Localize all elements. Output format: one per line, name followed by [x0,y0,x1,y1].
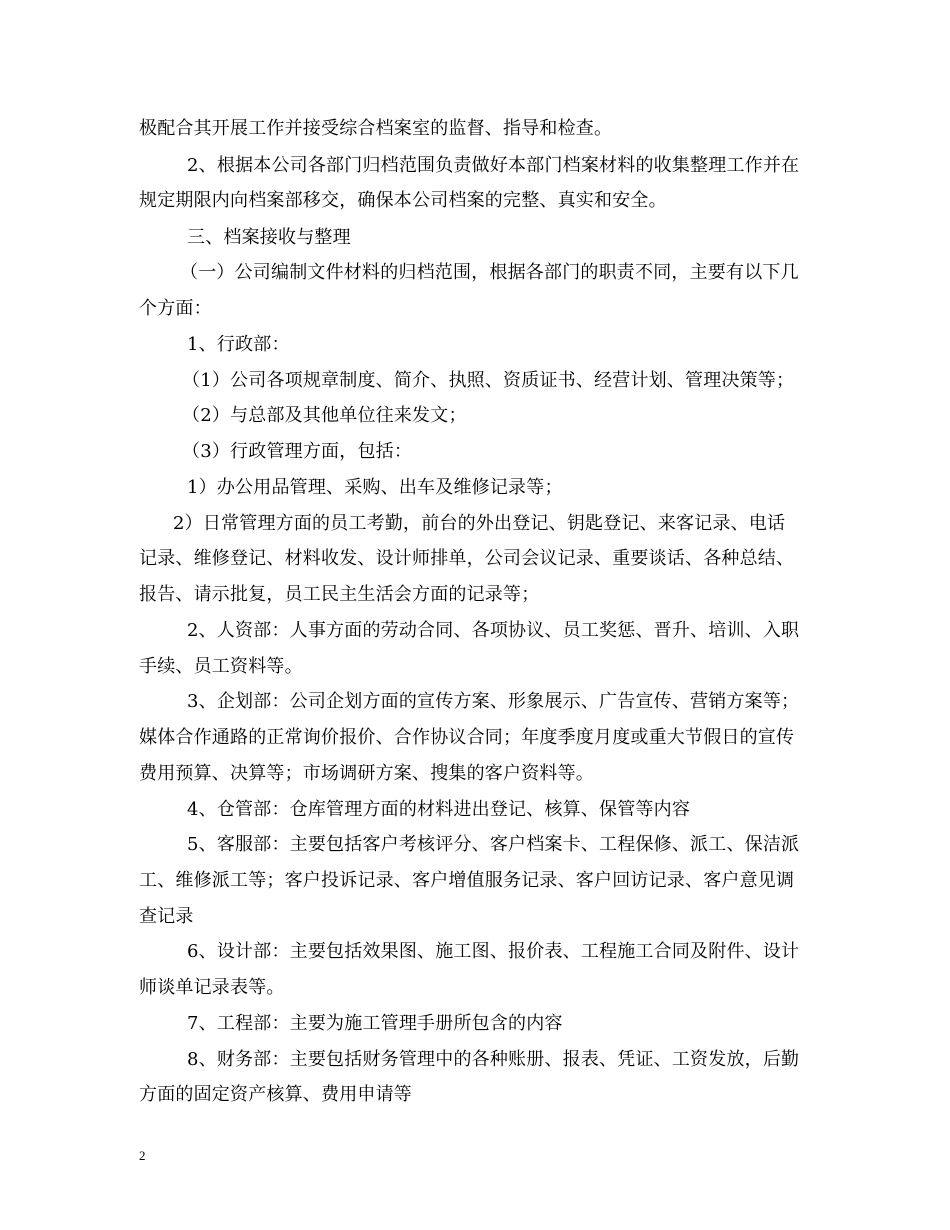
paragraph-line: 7、工程部：主要为施工管理手册所包含的内容 [187,1013,563,1034]
paragraph-line: 规定期限内向档案部移交，确保本公司档案的完整、真实和安全。 [139,190,667,211]
section-heading: 三、档案接收与整理 [187,227,351,248]
paragraph-line: （一）公司编制文件材料的归档范围，根据各部门的职责不同，主要有以下几 [180,262,799,283]
paragraph-line: 5、客服部：主要包括客户考核评分、客户档案卡、工程保修、派工、保洁派 [187,834,800,855]
paragraph-line: 2、根据本公司各部门归档范围负责做好本部门档案材料的收集整理工作并在 [187,155,800,176]
paragraph-line: 工、维修派工等；客户投诉记录、客户增值服务记录、客户回访记录、客户意见调 [139,870,795,891]
paragraph-line: 8、财务部：主要包括财务管理中的各种账册、报表、凭证、工资发放，后勤 [187,1049,800,1070]
paragraph-line: 个方面： [139,298,212,319]
paragraph-line: 2、人资部：人事方面的劳动合同、各项协议、员工奖惩、晋升、培训、入职 [187,620,800,641]
paragraph-line: 极配合其开展工作并接受综合档案室的监督、指导和检查。 [139,118,613,139]
paragraph-line: 手续、员工资料等。 [139,656,303,677]
paragraph-line: 媒体合作通路的正常询价报价、合作协议合同；年度季度月度或重大节假日的宣传 [139,727,795,748]
paragraph-line: 师谈单记录表等。 [139,977,285,998]
paragraph-line: （3）行政管理方面，包括： [182,441,413,462]
paragraph-line: 1、行政部： [187,334,290,355]
paragraph-line: 费用预算、决算等；市场调研方案、搜集的客户资料等。 [139,763,594,784]
paragraph-line: 报告、请示批复，员工民主生活会方面的记录等； [139,584,540,605]
paragraph-line: （2）与总部及其他单位往来发文； [182,405,467,426]
paragraph-line: 2）日常管理方面的员工考勤，前台的外出登记、钥匙登记、来客记录、电话 [173,513,786,534]
paragraph-line: 6、设计部：主要包括效果图、施工图、报价表、工程施工合同及附件、设计 [187,941,800,962]
paragraph-line: （1）公司各项规章制度、简介、执照、资质证书、经营计划、管理决策等； [182,370,795,391]
paragraph-line: 方面的固定资产核算、费用申请等 [139,1084,412,1105]
paragraph-line: 4、仓管部：仓库管理方面的材料进出登记、核算、保管等内容 [187,799,691,820]
paragraph-line: 3、企划部：公司企划方面的宣传方案、形象展示、广告宣传、营销方案等； [187,691,800,712]
page-number: 2 [139,1148,146,1163]
paragraph-line: 记录、维修登记、材料收发、设计师排单，公司会议记录、重要谈话、各种总结、 [139,548,795,569]
paragraph-line: 查记录 [139,906,194,927]
paragraph-line: 1）办公用品管理、采购、出车及维修记录等； [187,477,563,498]
